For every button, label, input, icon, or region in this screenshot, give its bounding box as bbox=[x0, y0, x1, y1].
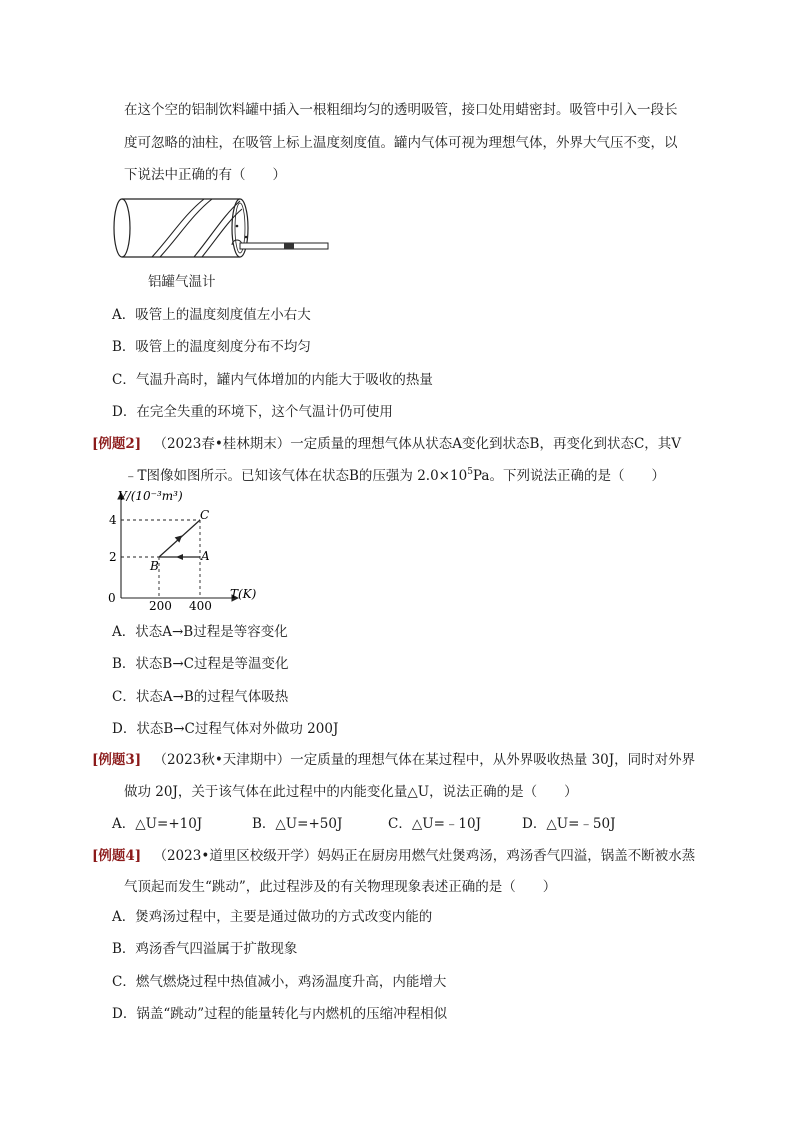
q2-stem-text-1: （2023春•桂林期末）一定质量的理想气体从状态A变化到状态B，再变化到状态C，其V bbox=[153, 436, 682, 452]
graph-point-b: B bbox=[150, 559, 159, 573]
graph-point-c: C bbox=[200, 508, 210, 522]
q4-option-c[interactable]: C．燃气燃烧过程中热值减小，鸡汤温度升高，内能增大 bbox=[112, 974, 447, 990]
q2-stem-line-2 bbox=[124, 462, 665, 486]
q2-option-c[interactable]: C．状态A→B的过程气体吸热 bbox=[112, 689, 289, 705]
figure-caption: 铝罐气温计 bbox=[148, 274, 216, 290]
q2-option-b[interactable]: B．状态B→C过程是等温变化 bbox=[112, 656, 289, 672]
graph-xlabel: T(K) bbox=[230, 587, 257, 601]
graph-ylabel: V/(10⁻³m³) bbox=[118, 489, 183, 503]
q4-option-a[interactable]: A．煲鸡汤过程中，主要是通过做功的方式改变内能的 bbox=[112, 909, 433, 925]
graph-xtick-200: 200 bbox=[149, 599, 172, 612]
q2-option-a[interactable]: A．状态A→B过程是等容变化 bbox=[112, 624, 288, 640]
graph-ytick-4: 4 bbox=[109, 513, 117, 527]
q2-tag: [例题2] bbox=[92, 436, 142, 452]
q2-stem-text-2b: Pa。下列说法正确的是（ ） bbox=[472, 468, 665, 484]
q4-stem-text-1: （2023•道里区校级开学）妈妈正在厨房用燃气灶煲鸡汤，鸡汤香气四溢，锅盖不断被水蒸 bbox=[153, 848, 696, 864]
q1-option-a[interactable]: A．吸管上的温度刻度值左小右大 bbox=[112, 307, 311, 323]
q3-option-b[interactable]: B．△U=+50J bbox=[252, 816, 343, 832]
can-thermometer-figure bbox=[112, 195, 332, 263]
q2-stem-exponent: 5 bbox=[467, 467, 473, 477]
q4-option-b[interactable]: B．鸡汤香气四溢属于扩散现象 bbox=[112, 941, 298, 957]
q4-tag: [例题4] bbox=[92, 848, 142, 864]
q1-stem-line-3: 下说法中正确的有（ ） bbox=[124, 167, 286, 183]
q1-stem-line-1: 在这个空的铝制饮料罐中插入一根粗细均匀的透明吸管，接口处用蜡密封。吸管中引入一段长 bbox=[124, 102, 678, 118]
q3-option-d[interactable]: D．△U=﹣50J bbox=[522, 816, 616, 832]
q2-stem-text-2a: ﹣T图像如图所示。已知该气体在状态B的压强为 2.0×10 bbox=[124, 468, 468, 484]
graph-ytick-2: 2 bbox=[109, 550, 117, 564]
q4-option-d[interactable]: D．锅盖“跳动”过程的能量转化与内燃机的压缩冲程相似 bbox=[112, 1006, 448, 1022]
q4-stem-line-2: 气顶起而发生“跳动”，此过程涉及的有关物理现象表述正确的是（ ） bbox=[124, 879, 557, 895]
q1-option-b[interactable]: B．吸管上的温度刻度分布不均匀 bbox=[112, 339, 311, 355]
vt-graph bbox=[104, 488, 274, 612]
q3-tag: [例题3] bbox=[92, 752, 142, 768]
graph-xtick-400: 400 bbox=[189, 599, 212, 612]
graph-origin: 0 bbox=[108, 591, 116, 605]
q3-stem-line-2: 做功 20J，关于该气体在此过程中的内能变化量△U，说法正确的是（ ） bbox=[124, 784, 578, 800]
q3-stem-line-1 bbox=[92, 750, 695, 770]
q4-stem-line-1 bbox=[92, 846, 695, 866]
q1-stem-line-2: 度可忽略的油柱，在吸管上标上温度刻度值。罐内气体可视为理想气体，外界大气压不变，以 bbox=[124, 135, 678, 151]
q1-option-d[interactable]: D．在完全失重的环境下，这个气温计仍可使用 bbox=[112, 404, 393, 420]
q3-option-c[interactable]: C．△U=﹣10J bbox=[388, 816, 481, 832]
q2-option-d[interactable]: D．状态B→C过程气体对外做功 200J bbox=[112, 721, 339, 737]
graph-point-a: A bbox=[201, 549, 210, 563]
q1-option-c[interactable]: C．气温升高时，罐内气体增加的内能大于吸收的热量 bbox=[112, 372, 433, 388]
q3-option-a[interactable]: A．△U=+10J bbox=[112, 816, 203, 832]
q2-stem-line-1 bbox=[92, 434, 681, 454]
q3-stem-text-1: （2023秋•天津期中）一定质量的理想气体在某过程中，从外界吸收热量 30J，同时对外界 bbox=[153, 752, 696, 768]
